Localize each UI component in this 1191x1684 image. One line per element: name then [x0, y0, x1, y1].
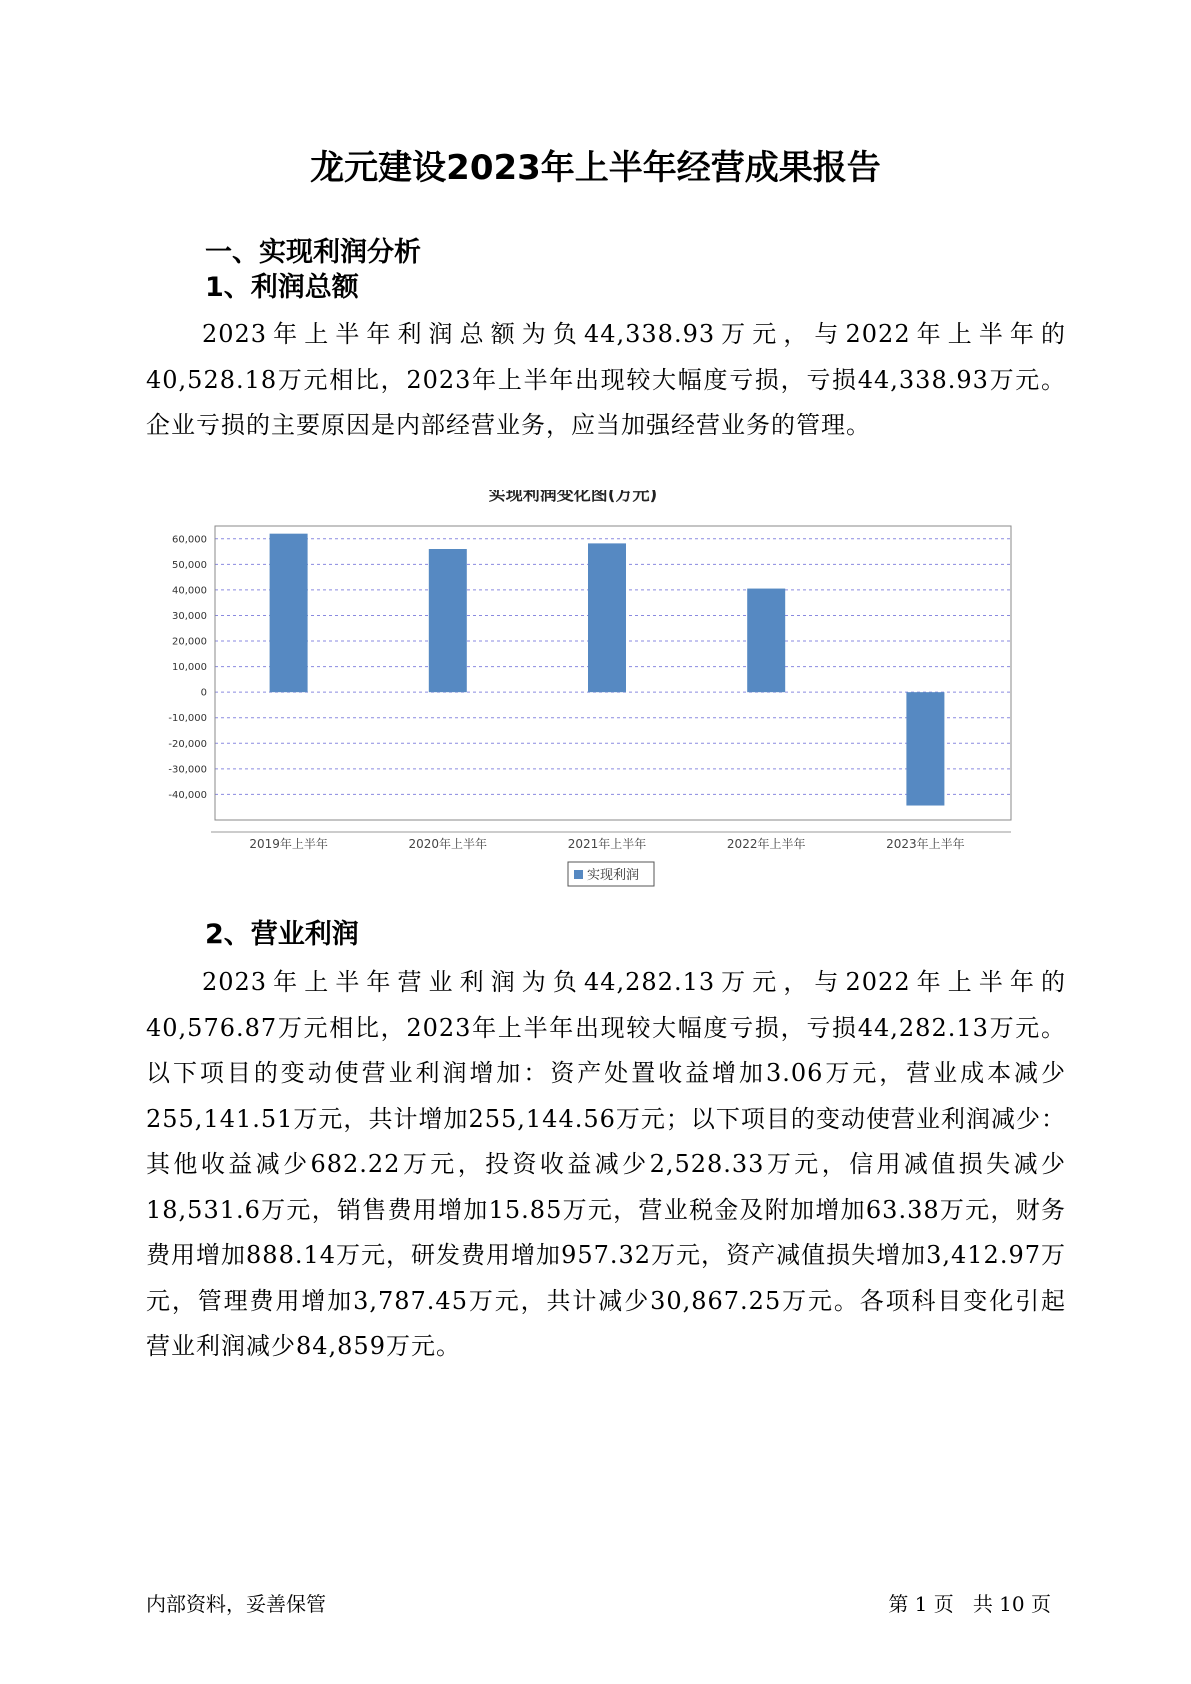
y-tick-label: 10,000	[172, 662, 207, 674]
bar-4	[747, 589, 785, 693]
y-tick-label: -30,000	[168, 764, 207, 776]
document-title: 龙元建设2023年上半年经营成果报告	[310, 148, 881, 188]
x-tick-label: 2023年上半年	[886, 837, 965, 851]
profit-bar-chart	[145, 490, 1045, 950]
y-tick-label: 40,000	[172, 585, 207, 597]
bar-5	[906, 692, 944, 805]
section-heading-profit-analysis: 一、实现利润分析	[205, 237, 421, 268]
x-tick-label: 2021年上半年	[567, 837, 647, 851]
footer-page-number: 第 1 页 共 10 页	[888, 1592, 1051, 1616]
bar-3	[588, 543, 626, 692]
legend-swatch	[574, 870, 583, 879]
profit-chart	[145, 490, 1045, 950]
bar-1	[270, 534, 308, 693]
y-tick-label: 30,000	[172, 610, 207, 622]
y-tick-label: 0	[200, 687, 207, 699]
bar-2	[429, 549, 467, 692]
y-tick-label: 60,000	[172, 534, 207, 546]
chart-title: 实现利润变化图(万元)	[488, 490, 658, 505]
footer-confidential-note: 内部资料，妥善保管	[146, 1592, 326, 1616]
x-tick-label: 2022年上半年	[726, 837, 806, 851]
chart-legend	[568, 862, 654, 886]
y-tick-label: -40,000	[168, 789, 207, 801]
y-tick-label: 20,000	[172, 636, 207, 648]
x-tick-label: 2019年上半年	[249, 837, 328, 851]
subheading-total-profit: 1、利润总额	[205, 272, 359, 303]
chart-bars	[270, 534, 945, 806]
x-tick-label: 2020年上半年	[408, 837, 488, 851]
y-tick-label: -20,000	[168, 738, 207, 750]
chart-x-ticks	[249, 836, 964, 851]
legend-label: 实现利润	[587, 868, 640, 883]
subheading-operating-profit: 2、营业利润	[205, 919, 359, 950]
paragraph-operating-profit: 2023年上半年营业利润为负44,282.13万元，与2022年上半年的40,576.87万元相比，2023年上半年出现较大幅度亏损，亏损44,282.13万元。 以下项目的变动使营业利润增加：资产处置收益增加3.06万元，营业成本减少255,141.51万元，共计增加255,144.56万元；以下项目的变动使营业利润减少：其他收益减少682.22万元，投资收益减少2,528.33万元，信用减值损失减少18,531.6万元，销售费用增加15.85万元，营业税金及附加增加63.38万元，财务费用增加888.14万元，研发费用增加957.32万元，资产减值损失增加3,412.97万元，管理费用增加3,787.45万元，共计减少30,867.25万元。各项科目变化引起营业利润减少84,859万元。	[146, 968, 1066, 1360]
y-tick-label: -10,000	[168, 713, 207, 725]
paragraph-total-profit: 2023年上半年利润总额为负44,338.93万元，与2022年上半年的40,528.18万元相比，2023年上半年出现较大幅度亏损，亏损44,338.93万元。 企业亏损的主要原因是内部经营业务，应当加强经营业务的管理。	[146, 320, 1066, 439]
chart-y-ticks	[168, 534, 207, 801]
y-tick-label: 50,000	[172, 559, 207, 571]
